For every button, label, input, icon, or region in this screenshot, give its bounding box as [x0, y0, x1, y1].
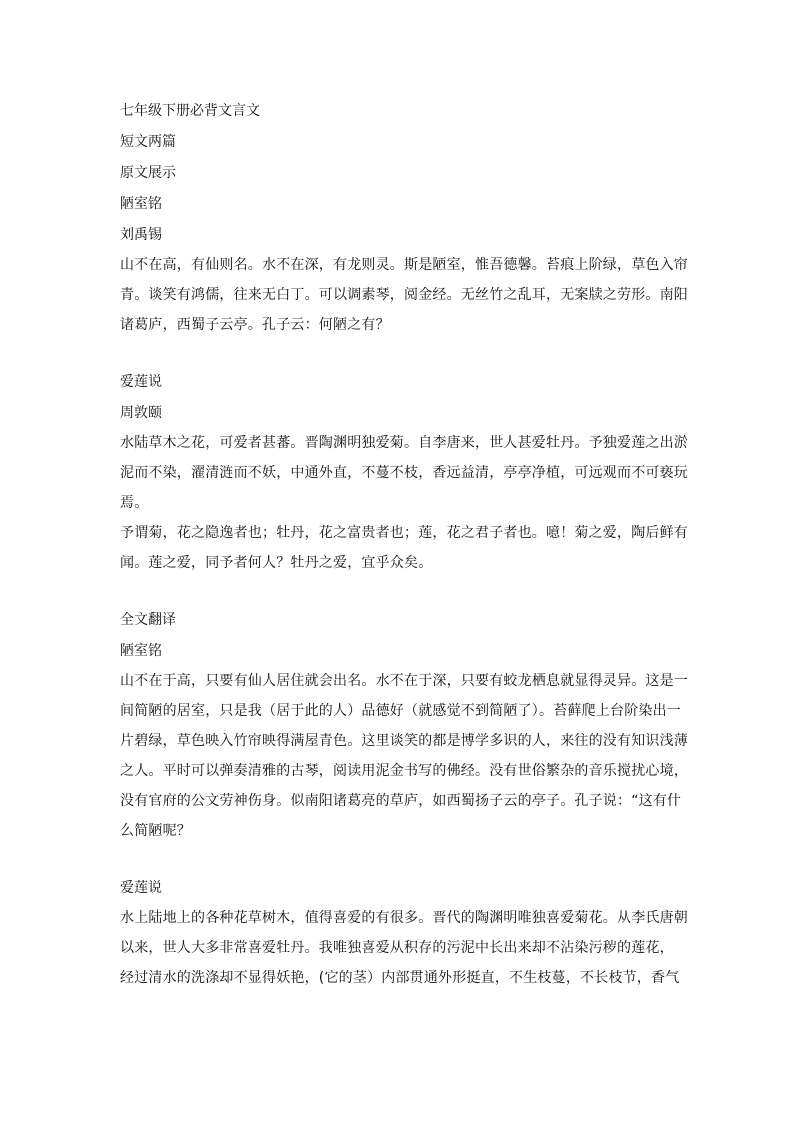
text-line: 水上陆地上的各种花草树木，值得喜爱的有很多。晋代的陶渊明唯独喜爱菊花。从李氏唐朝 — [120, 910, 688, 926]
lou-shi-ming-title: 陋室铭 — [120, 196, 162, 212]
text-line: 间简陋的居室，只是我（居于此的人）品德好（就感觉不到简陋了）。苔藓爬上台阶染出一 — [120, 703, 681, 719]
text-line: 焉。 — [120, 495, 149, 511]
text-line: 予谓菊，花之隐逸者也；牡丹，花之富贵者也；莲，花之君子者也。噫！菊之爱，陶后鲜有 — [120, 525, 688, 541]
text-line: 之人。平时可以弹奏清雅的古琴，阅读用泥金书写的佛经。没有世俗繁杂的音乐搅扰心境， — [120, 763, 688, 779]
document-title: 七年级下册必背文言文 — [120, 103, 260, 119]
text-line: 青。谈笑有鸿儒，往来无白丁。可以调素琴，阅金经。无丝竹之乱耳，无案牍之劳形。南阳 — [120, 287, 688, 303]
text-line: 闻。莲之爱，同予者何人？牡丹之爱，宜乎众矣。 — [120, 555, 433, 571]
text-line: 以来，世人大多非常喜爱牡丹。我唯独喜爱从积存的污泥中长出来却不沾染污秽的莲花， — [120, 940, 674, 956]
text-line: 经过清水的洗涤却不显得妖艳，(它的茎）内部贯通外形挺直，不生枝蔓，不长枝节，香气 — [120, 970, 680, 986]
section-heading-original: 原文展示 — [120, 165, 176, 181]
lou-shi-ming-author: 刘禹锡 — [120, 227, 162, 243]
ai-lian-shuo-paragraph-1 — [120, 428, 688, 518]
text-line: 诸葛庐，西蜀子云亭。孔子云：何陋之有？ — [120, 317, 390, 333]
text-line: 水陆草木之花，可爱者甚蕃。晋陶渊明独爱菊。自李唐来，世人甚爱牡丹。予独爱莲之出淤 — [120, 435, 688, 451]
spacer — [120, 578, 680, 610]
ai-lian-shuo-translation-title: 爱莲说 — [120, 880, 162, 896]
ai-lian-shuo-translation-text — [120, 903, 688, 993]
lou-shi-ming-translation-text — [120, 666, 688, 846]
document-subtitle: 短文两篇 — [120, 134, 176, 150]
ai-lian-shuo-author: 周敦颐 — [120, 405, 162, 421]
document-page — [120, 101, 688, 993]
text-line: 片碧绿，草色映入竹帘映得满屋青色。这里谈笑的都是博学多识的人，来往的没有知识浅薄 — [120, 733, 688, 749]
ai-lian-shuo-paragraph-2 — [120, 518, 688, 578]
text-line: 泥而不染，濯清涟而不妖，中通外直，不蔓不枝，香远益清，亭亭净植，可远观而不可亵玩 — [120, 465, 688, 481]
text-line: 没有官府的公文劳神伤身。似南阳诸葛亮的草庐，如西蜀扬子云的亭子。孔子说：“这有什 — [120, 793, 682, 809]
text-line: 山不在高，有仙则名。水不在深，有龙则灵。斯是陋室，惟吾德馨。苔痕上阶绿，草色入帘 — [120, 257, 688, 273]
text-line: 山不在于高，只要有仙人居住就会出名。水不在于深，只要有蛟龙栖息就显得灵异。这是一 — [120, 673, 688, 689]
text-line: 么简陋呢？ — [120, 823, 191, 839]
ai-lian-shuo-title: 爱莲说 — [120, 374, 162, 390]
spacer — [120, 846, 680, 878]
section-heading-translation: 全文翻译 — [120, 612, 176, 628]
lou-shi-ming-text — [120, 250, 688, 340]
lou-shi-ming-translation-title: 陋室铭 — [120, 643, 162, 659]
spacer — [120, 340, 680, 372]
